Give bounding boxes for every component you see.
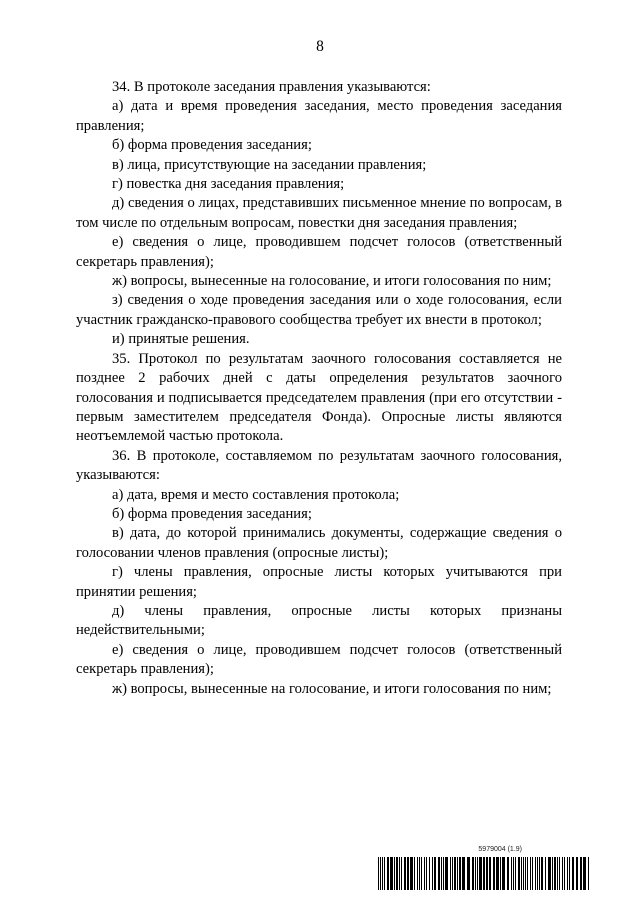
paragraph: а) дата, время и место составления протокола;: [112, 486, 400, 503]
paragraph: з) сведения о ходе проведения заседания или о ходе голосования, если участник гражданско-правового сообщества требует их внести в протокол;: [76, 292, 562, 328]
paragraph: б) форма проведения заседания;: [112, 137, 312, 154]
paragraph: в) лица, присутствующие на заседании правления;: [112, 156, 427, 173]
document-body: [76, 78, 562, 699]
barcode-icon: [378, 857, 590, 890]
paragraph: г) члены правления, опросные листы которых учитываются при принятии решения;: [76, 564, 562, 600]
paragraph: 34. В протоколе заседания правления указываются:: [112, 79, 431, 95]
paragraph: д) сведения о лицах, представивших письменное мнение по вопросам, в том числе по отдельным вопросам, повестки дня заседания правления;: [76, 195, 562, 231]
paragraph: ж) вопросы, вынесенные на голосование, и итоги голосования по ним;: [112, 273, 552, 290]
paragraph: 36. В протоколе, составляемом по результатам заочного голосования, указываются:: [76, 447, 562, 484]
paragraph: 35. Протокол по результатам заочного голосования составляется не позднее 2 рабочих дней с даты определения результатов заочного голосования и подписывается председателем правления (при его отсутствии - первым заместителем председателя Фонда). Опросные листы являются неотъемлемой частью протокола.: [76, 350, 562, 445]
paragraph: и) принятые решения.: [112, 331, 250, 348]
paragraph: б) форма проведения заседания;: [112, 505, 312, 522]
document-footer: [378, 846, 590, 890]
paragraph: в) дата, до которой принимались документы, содержащие сведения о голосовании членов правления (опросные листы);: [76, 525, 562, 561]
paragraph: г) повестка дня заседания правления;: [112, 176, 345, 193]
paragraph: е) сведения о лице, проводившем подсчет голосов (ответственный секретарь правления);: [76, 641, 562, 678]
paragraph: д) члены правления, опросные листы которых признаны недействительными;: [76, 602, 562, 639]
paragraph: а) дата и время проведения заседания, место проведения заседания правления;: [76, 98, 562, 134]
paragraph: е) сведения о лице, проводившем подсчет голосов (ответственный секретарь правления);: [76, 234, 562, 270]
document-code: 5979004 (1.9): [478, 846, 522, 853]
page-number: 8: [316, 38, 324, 55]
paragraph: ж) вопросы, вынесенные на голосование, и итоги голосования по ним;: [112, 680, 552, 697]
